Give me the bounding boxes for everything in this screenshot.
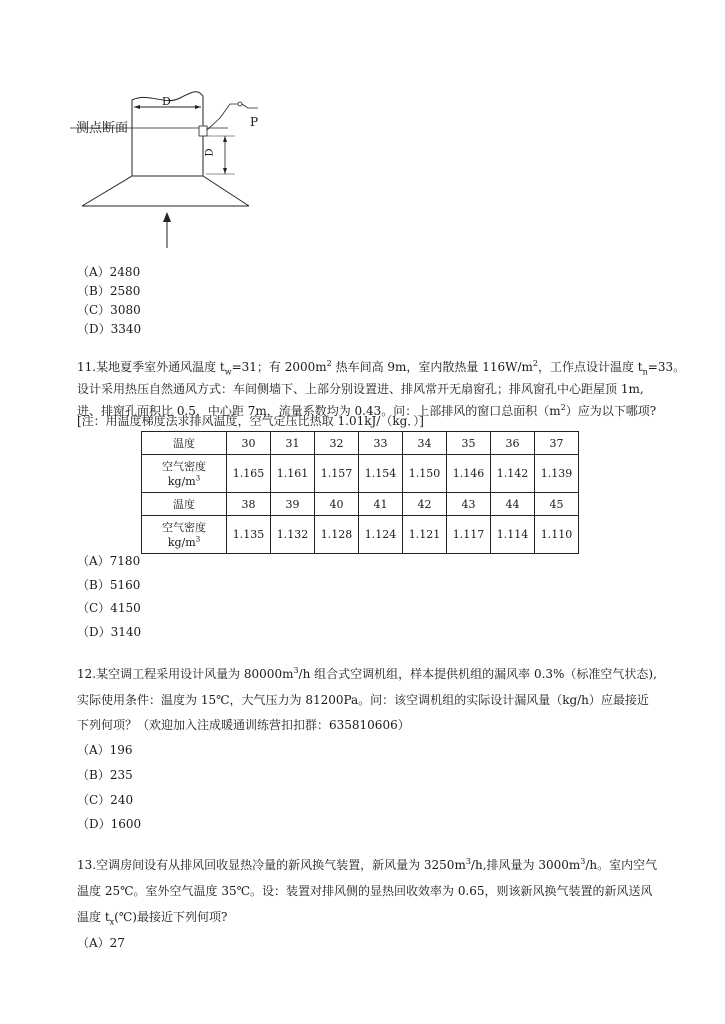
q13-option-a: （A）27: [77, 936, 125, 950]
q11-line-1: 11.某地夏季室外通风温度 $t_w=31$；有 $2000m^2$ 热车间高 9m，室内散热量 $116W/m^2$，工作点设计温度 $t_n=33$。: [77, 359, 686, 377]
q12-option-c: （C）240: [77, 793, 134, 807]
table-cell: 33: [359, 432, 403, 455]
table-cell: 1.157: [315, 455, 359, 493]
q11-option-c: （C）4150: [77, 601, 141, 615]
header-temp-2: 温度: [142, 493, 227, 516]
probe-label: P: [250, 115, 259, 129]
q12-option-a: （A）196: [77, 743, 133, 757]
table-cell: 1.124: [359, 516, 403, 554]
q13-line-3: 温度 $t_x(℃)$最接近下列何项?: [77, 910, 228, 927]
table-cell: 37: [535, 432, 579, 455]
q13-line-1: 13.空调房间设有从排风回收显热冷量的新风换气装置，新风量为 $3250m^3/h$,排风量为 $3000m^3/h$。室内空气: [77, 857, 658, 872]
table-cell: 38: [227, 493, 271, 516]
q11-note: [注：用温度梯度法求排风温度，空气定压比热取 1.01kJ/（kg．）]: [77, 414, 424, 428]
q12-option-b: （B）235: [77, 768, 133, 782]
table-row: [142, 493, 579, 516]
table-cell: 1.150: [403, 455, 447, 493]
ventilation-figure: [70, 80, 300, 250]
table-cell: 1.128: [315, 516, 359, 554]
table-cell: 1.142: [491, 455, 535, 493]
q12-line-3: 下列何项？（欢迎加入注成暖通训练营扣扣群：635810606）: [77, 718, 410, 732]
table-cell: 43: [447, 493, 491, 516]
table-cell: 31: [271, 432, 315, 455]
table-cell: 1.161: [271, 455, 315, 493]
table-cell: 35: [447, 432, 491, 455]
table-cell: 34: [403, 432, 447, 455]
distance-label: D: [204, 148, 216, 157]
table-cell: 1.132: [271, 516, 315, 554]
table-row: [142, 432, 579, 455]
table-cell: 1.146: [447, 455, 491, 493]
table-row: [142, 516, 579, 554]
table-cell: 44: [491, 493, 535, 516]
q10-option-b: （B）2580: [77, 284, 141, 298]
header-density-2: 空气密度 $kg/m^3$: [142, 516, 227, 554]
section-label: 测点断面: [76, 121, 129, 136]
table-cell: 1.139: [535, 455, 579, 493]
header-density-1: 空气密度 $kg/m^3$: [142, 455, 227, 493]
table-cell: 40: [315, 493, 359, 516]
table-cell: 1.154: [359, 455, 403, 493]
diameter-label: D: [162, 95, 171, 108]
density-table: [141, 431, 579, 554]
q12-option-d: （D）1600: [77, 817, 142, 831]
table-cell: 30: [227, 432, 271, 455]
q12-line-1: 12.某空调工程采用设计风量为 $80000m^3/h$ 组合式空调机组，样本提供机组的漏风率 0.3%（标准空气状态),: [77, 666, 657, 681]
table-cell: 41: [359, 493, 403, 516]
table-cell: 1.110: [535, 516, 579, 554]
q10-option-d: （D）3340: [77, 322, 142, 336]
q11-option-a: （A）7180: [77, 554, 141, 568]
q10-option-a: （A）2480: [77, 265, 141, 279]
table-cell: 45: [535, 493, 579, 516]
table-cell: 36: [491, 432, 535, 455]
table-cell: 32: [315, 432, 359, 455]
q11-option-d: （D）3140: [77, 625, 142, 639]
q12-line-2: 实际使用条件：温度为 15℃，大气压力为 81200Pa。问：该空调机组的实际设计漏风量（kg/h）应最接近: [77, 693, 649, 707]
table-cell: 1.117: [447, 516, 491, 554]
table-cell: 42: [403, 493, 447, 516]
table-cell: 1.135: [227, 516, 271, 554]
q13-line-2: 温度 25℃。室外空气温度 35℃。设：装置对排风侧的显热回收效率为 0.65，则该新风换气装置的新风送风: [77, 884, 653, 898]
table-cell: 1.165: [227, 455, 271, 493]
table-cell: 1.114: [491, 516, 535, 554]
table-row: [142, 455, 579, 493]
table-cell: 1.121: [403, 516, 447, 554]
q10-option-c: （C）3080: [77, 303, 141, 317]
q11-line-3: 进、排窗孔面积比 0.5，中心距 7m，流量系数均为 0.43。问：上部排风的窗口总面积$(m^2)$应为以下哪项?: [77, 403, 657, 418]
header-temp-1: 温度: [142, 432, 227, 455]
table-cell: 39: [271, 493, 315, 516]
q11-option-b: （B）5160: [77, 578, 141, 592]
q11-line-2: 设计采用热压自然通风方式：车间侧墙下、上部分别设置进、排风常开无扇窗孔；排风窗孔中心距屋顶 1m,: [77, 382, 644, 396]
